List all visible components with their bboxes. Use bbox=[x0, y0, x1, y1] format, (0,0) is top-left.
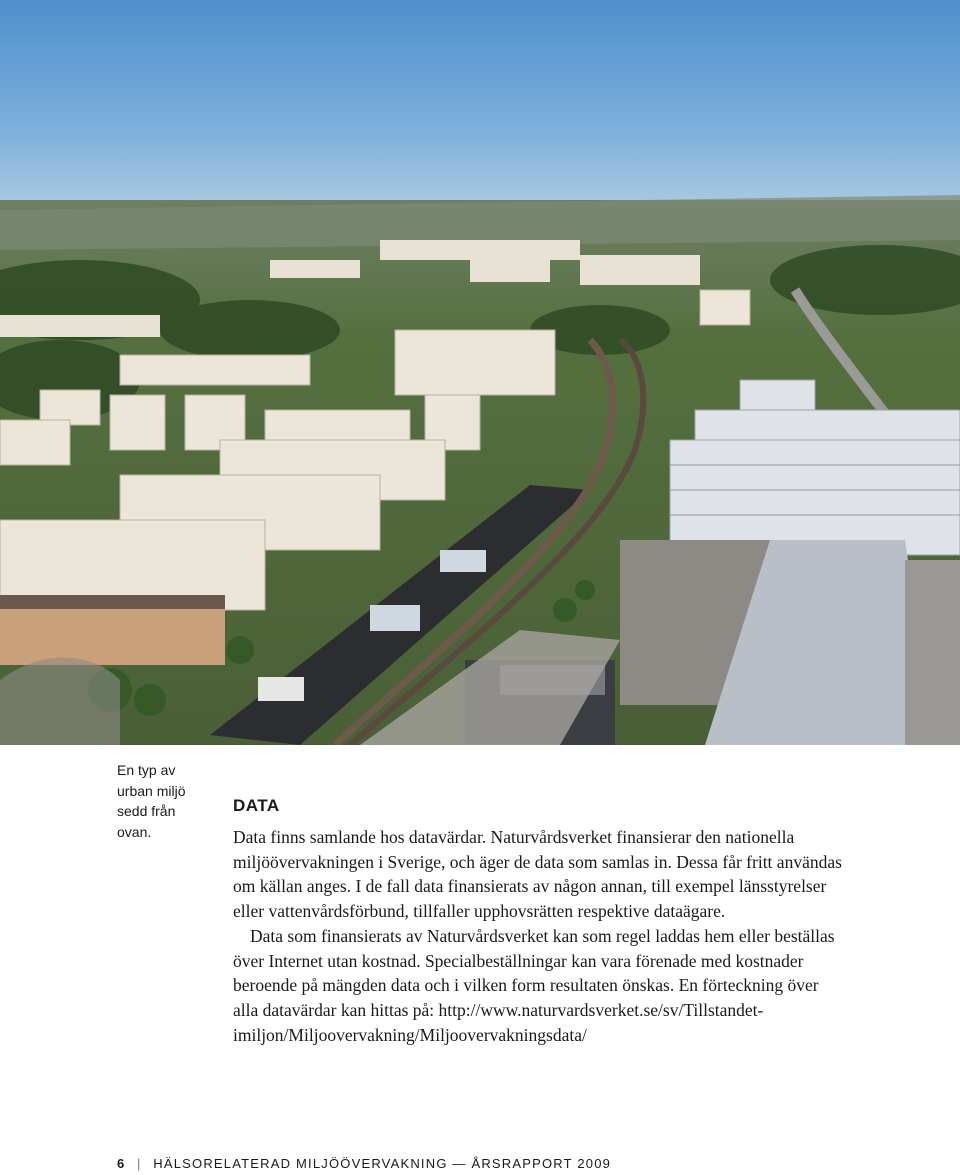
photo-caption: En typ av urban miljö sedd från ovan. bbox=[117, 762, 186, 840]
footer-separator: | bbox=[137, 1156, 141, 1171]
page-footer bbox=[117, 1156, 611, 1171]
footer-title: HÄLSORELATERAD MILJÖÖVERVAKNING — ÅRSRAPPORT 2009 bbox=[153, 1156, 612, 1171]
section-heading: DATA bbox=[233, 796, 280, 815]
body-paragraph: Data som finansierats av Naturvårdsverket kan som regel laddas hem eller beställas över Internet utan kostnad. Specialbeställningar kan vara förenade med kostnader beroende på mängden data och i vilken form resultaten önskas. En förteckning över alla datavärdar kan hittas på: http://www.naturvardsverket.se/sv/Tillstandet-imiljon/Miljoovervakning/Miljoovervakningsdata/ bbox=[233, 925, 835, 1045]
page-number: 6 bbox=[117, 1156, 125, 1171]
section-body bbox=[233, 825, 848, 1047]
body-paragraph: Data finns samlande hos datavärdar. Naturvårdsverket finansierar den nationella miljöövervakningen i Sverige, och äger de data som samlas in. Dessa får fritt användas om källan anges. I de fall data finansierats av någon annan, till exempel länsstyrelser eller vattenvårdsförbund, tillfaller upphovsrätten respektive dataägare. bbox=[233, 827, 842, 922]
